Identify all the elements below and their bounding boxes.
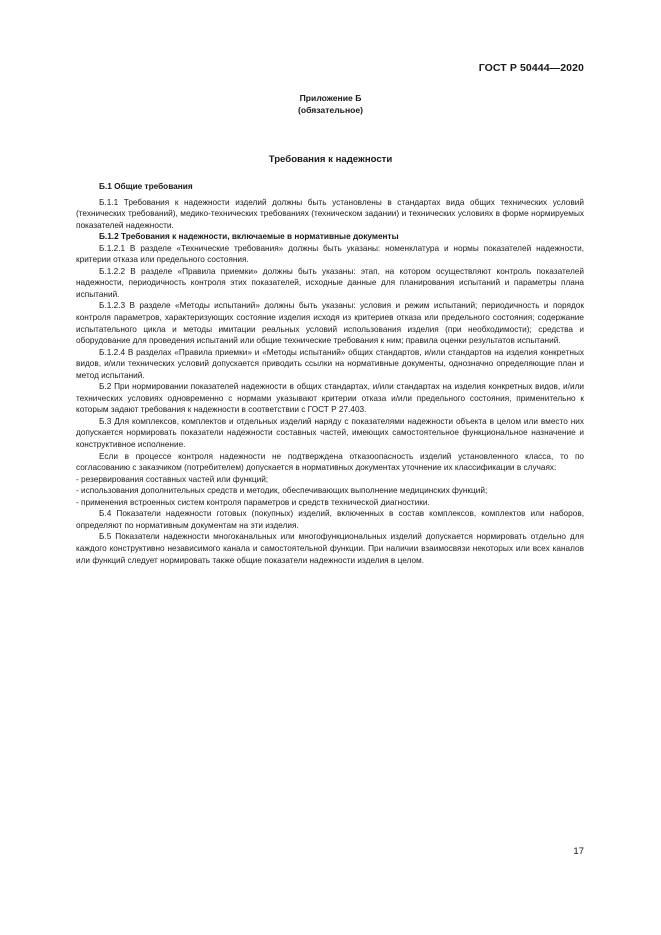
document-body [76, 181, 584, 566]
paragraph: Б.1.2.3 В разделе «Методы испытаний» должны быть указаны: условия и режим испытаний; периодичность и порядок контроля параметров, характеризующих состояние изделия исходя из критериев отказа или предельного состояния; содержание испытательного цикла и методы имитации реальных условий использования изделия (при необходимости); средства и оборудование для проведения испытаний или общие технические требования к ним; правила оценки результатов испытаний. [76, 301, 584, 346]
list-item: - применения встроенных систем контроля параметров и средств технической диагностики. [76, 497, 430, 507]
paragraph: Если в процессе контроля надежности не подтверждена отказоопасность изделий установленного класса, то по согласованию с заказчиком (потребителем) допускается в нормативных документах уточнение их классификации в случаях: [76, 451, 584, 473]
paragraph: Б.3 Для комплексов, комплектов и отдельных изделий наряду с показателями надежности объекта в целом или вместо них допускается нормировать показатели надежности составных частей, имеющих самостоятельное функциональное назначение и конструктивное исполнение. [76, 416, 584, 450]
appendix-status: (обязательное) [297, 105, 364, 115]
standard-designation: ГОСТ Р 50444—2020 [478, 62, 584, 74]
page-number: 17 [573, 846, 584, 857]
paragraph: Б.5 Показатели надежности многоканальных или многофункциональных изделий допускается нормировать отдельно для каждого конструктивно независимого канала и самостоятельной функции. При наличии взаимосвязи некоторых или всех каналов или функций следует нормировать также общие показатели надежности изделия в целом. [76, 532, 584, 565]
paragraph: Б.1.2.1 В разделе «Технические требования» должны быть указаны: номенклатура и нормы показателей надежности, критерии отказа или предельного состояния. [76, 243, 584, 265]
subsection-heading: Б.1.2 Требования к надежности, включаемые в нормативные документы [99, 232, 399, 242]
paragraph: Б.4 Показатели надежности готовых (покупных) изделий, включенных в состав комплексов, комплектов или наборов, определяют по нормативным документам на эти изделия. [76, 509, 584, 530]
appendix-heading [0, 92, 661, 116]
paragraph: Б.1.2.4 В разделах «Правила приемки» и «Методы испытаний» общих стандартов, и/или стандартов на изделия конкретных видов, и/или технических условий допускается приводить ссылки на нормативные документы, однозначно определяющие план и метод испытаний. [76, 347, 584, 380]
list-item: - резервирования составных частей или функций; [76, 474, 269, 484]
appendix-title: Приложение Б [299, 93, 362, 103]
section-title: Требования к надежности [268, 154, 393, 165]
paragraph: Б.2 При нормировании показателей надежности в общих стандартах, и/или стандартах на изделия конкретных видов, и/или технических условиях одновременно с нормами указывают критерии отказа и/или предельного состояния, применительно к которым задают требования к надежности в соответствии с ГОСТ Р 27.403. [76, 382, 584, 415]
subsection-heading: Б.1 Общие требования [99, 182, 193, 191]
paragraph: Б.1.2.2 В разделе «Правила приемки» должны быть указаны: этап, на котором осуществляют контроль показателей надежности, периодичность контроля этих показателей, исходные данные для планирования испытаний и параметры плана испытаний. [76, 266, 584, 299]
list-item: - использования дополнительных средств и методик, обеспечивающих выполнение медицинских функций; [76, 486, 488, 496]
paragraph: Б.1.1 Требования к надежности изделий должны быть установлены в стандартах вида общих технических условий (технических требований), медико-технических требованиях (техническом задании) и технических условиях в форме нормируемых показателей надежности. [76, 197, 584, 230]
